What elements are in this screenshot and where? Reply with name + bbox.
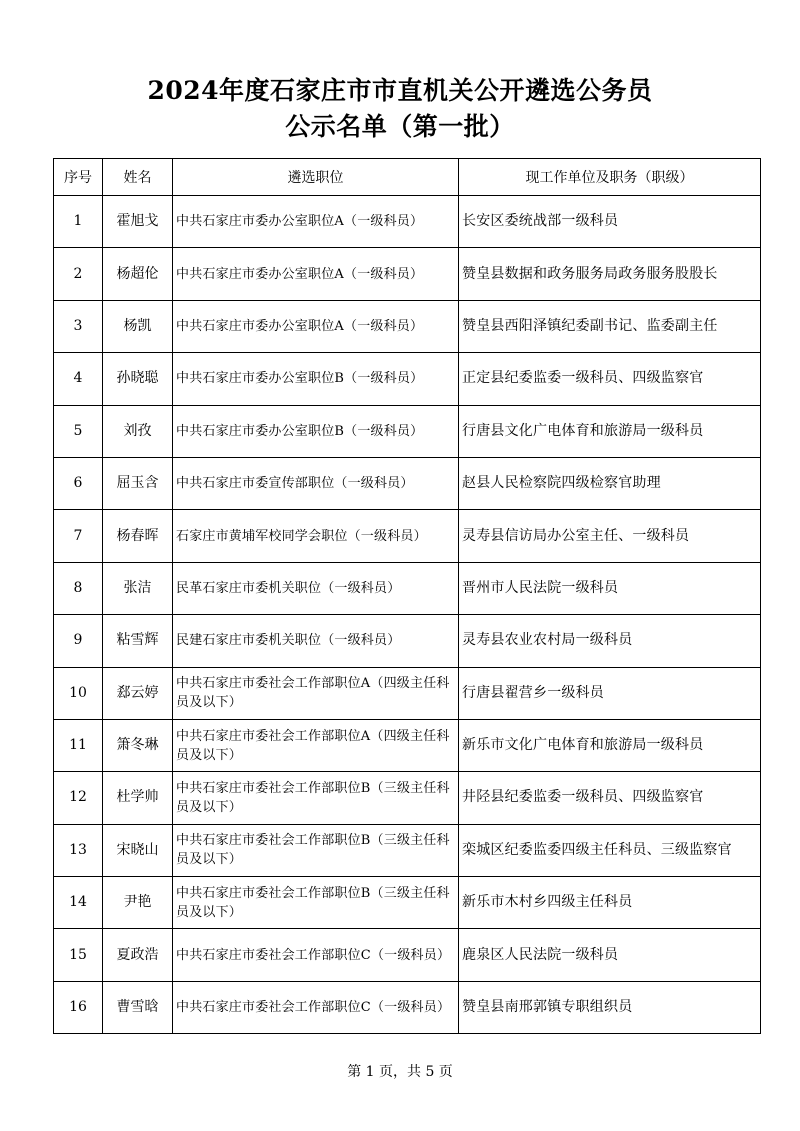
cell-name: 孙晓聪 — [103, 353, 173, 405]
cell-current: 正定县纪委监委一级科员、四级监察官 — [459, 353, 761, 405]
cell-no: 12 — [54, 772, 103, 824]
cell-current: 灵寿县信访局办公室主任、一级科员 — [459, 510, 761, 562]
document-title: 2024年度石家庄市市直机关公开遴选公务员 — [147, 76, 653, 105]
roster-table — [53, 158, 761, 1034]
table-row — [54, 196, 761, 248]
cell-position: 石家庄市黄埔军校同学会职位（一级科员） — [173, 510, 459, 562]
header-current: 现工作单位及职务（职级） — [459, 159, 761, 196]
cell-no: 6 — [54, 457, 103, 509]
cell-position: 民革石家庄市委机关职位（一级科员） — [173, 562, 459, 614]
cell-current: 晋州市人民法院一级科员 — [459, 562, 761, 614]
cell-current: 赞皇县西阳泽镇纪委副书记、监委副主任 — [459, 300, 761, 352]
document-subtitle: 公示名单（第一批） — [285, 112, 515, 141]
cell-no: 11 — [54, 719, 103, 771]
cell-position: 中共石家庄市委社会工作部职位C（一级科员） — [173, 929, 459, 981]
cell-no: 9 — [54, 615, 103, 667]
cell-name: 宋晓山 — [103, 824, 173, 876]
cell-name: 杨超伦 — [103, 248, 173, 300]
cell-no: 13 — [54, 824, 103, 876]
cell-position: 中共石家庄市委办公室职位A（一级科员） — [173, 196, 459, 248]
table-row — [54, 929, 761, 981]
cell-current: 赞皇县数据和政务服务局政务服务股股长 — [459, 248, 761, 300]
table-row — [54, 877, 761, 929]
cell-no: 2 — [54, 248, 103, 300]
table-row — [54, 300, 761, 352]
cell-name: 夏政浩 — [103, 929, 173, 981]
table-row — [54, 562, 761, 614]
cell-position: 中共石家庄市委社会工作部职位B（三级主任科员及以下） — [173, 824, 459, 876]
cell-no: 3 — [54, 300, 103, 352]
cell-current: 赞皇县南邢郭镇专职组织员 — [459, 981, 761, 1033]
cell-no: 1 — [54, 196, 103, 248]
cell-name: 尹艳 — [103, 877, 173, 929]
cell-current: 新乐市文化广电体育和旅游局一级科员 — [459, 719, 761, 771]
table-row — [54, 772, 761, 824]
cell-current: 赵县人民检察院四级检察官助理 — [459, 457, 761, 509]
header-no: 序号 — [54, 159, 103, 196]
cell-current: 栾城区纪委监委四级主任科员、三级监察官 — [459, 824, 761, 876]
table-row — [54, 457, 761, 509]
cell-name: 刘孜 — [103, 405, 173, 457]
cell-no: 8 — [54, 562, 103, 614]
table-header-row — [54, 159, 761, 196]
cell-current: 井陉县纪委监委一级科员、四级监察官 — [459, 772, 761, 824]
cell-current: 长安区委统战部一级科员 — [459, 196, 761, 248]
cell-position: 中共石家庄市委社会工作部职位A（四级主任科员及以下） — [173, 667, 459, 719]
cell-position: 中共石家庄市委社会工作部职位B（三级主任科员及以下） — [173, 772, 459, 824]
cell-current: 鹿泉区人民法院一级科员 — [459, 929, 761, 981]
cell-name: 杜学帅 — [103, 772, 173, 824]
table-row — [54, 981, 761, 1033]
cell-position: 中共石家庄市委社会工作部职位C（一级科员） — [173, 981, 459, 1033]
header-name: 姓名 — [103, 159, 173, 196]
cell-no: 10 — [54, 667, 103, 719]
cell-name: 杨春晖 — [103, 510, 173, 562]
table-row — [54, 353, 761, 405]
cell-position: 中共石家庄市委办公室职位A（一级科员） — [173, 300, 459, 352]
cell-position: 中共石家庄市委办公室职位B（一级科员） — [173, 353, 459, 405]
cell-no: 14 — [54, 877, 103, 929]
cell-name: 张洁 — [103, 562, 173, 614]
cell-name: 箫冬琳 — [103, 719, 173, 771]
cell-current: 行唐县文化广电体育和旅游局一级科员 — [459, 405, 761, 457]
cell-name: 曹雪晗 — [103, 981, 173, 1033]
cell-position: 民建石家庄市委机关职位（一级科员） — [173, 615, 459, 667]
cell-no: 5 — [54, 405, 103, 457]
table-row — [54, 719, 761, 771]
cell-position: 中共石家庄市委宣传部职位（一级科员） — [173, 457, 459, 509]
cell-position: 中共石家庄市委办公室职位A（一级科员） — [173, 248, 459, 300]
cell-no: 4 — [54, 353, 103, 405]
table-row — [54, 667, 761, 719]
header-position: 遴选职位 — [173, 159, 459, 196]
cell-name: 屈玉含 — [103, 457, 173, 509]
cell-current: 行唐县翟营乡一级科员 — [459, 667, 761, 719]
table-row — [54, 824, 761, 876]
cell-no: 16 — [54, 981, 103, 1033]
cell-name: 杨凯 — [103, 300, 173, 352]
table-row — [54, 248, 761, 300]
cell-position: 中共石家庄市委社会工作部职位B（三级主任科员及以下） — [173, 877, 459, 929]
cell-no: 15 — [54, 929, 103, 981]
table-row — [54, 405, 761, 457]
cell-current: 新乐市木村乡四级主任科员 — [459, 877, 761, 929]
cell-position: 中共石家庄市委社会工作部职位A（四级主任科员及以下） — [173, 719, 459, 771]
cell-name: 郄云婷 — [103, 667, 173, 719]
table-row — [54, 615, 761, 667]
cell-current: 灵寿县农业农村局一级科员 — [459, 615, 761, 667]
cell-position: 中共石家庄市委办公室职位B（一级科员） — [173, 405, 459, 457]
table-row — [54, 510, 761, 562]
cell-no: 7 — [54, 510, 103, 562]
cell-name: 霍旭戈 — [103, 196, 173, 248]
page-number: 第 1 页，共 5 页 — [347, 1064, 453, 1080]
cell-name: 粘雪辉 — [103, 615, 173, 667]
